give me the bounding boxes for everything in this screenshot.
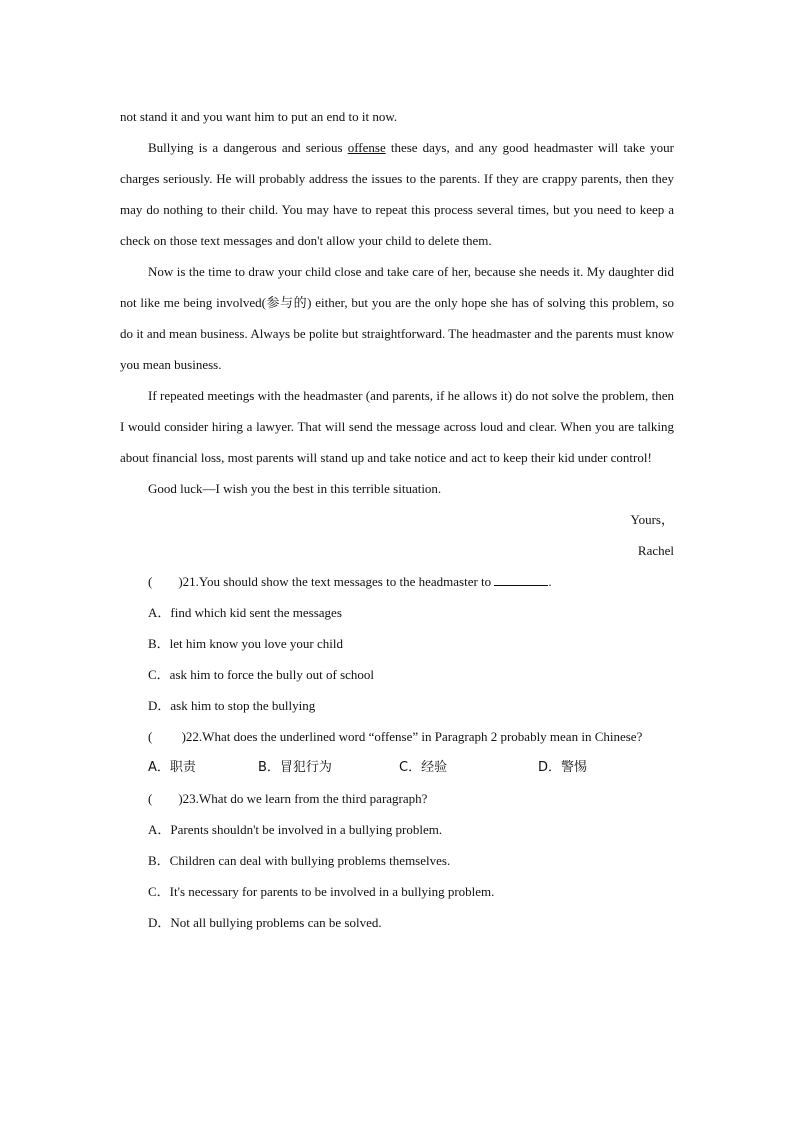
underlined-word-offense: offense bbox=[347, 140, 386, 155]
paragraph-2 bbox=[120, 132, 674, 256]
paragraph-4: If repeated meetings with the headmaster (and parents, if he allows it) do not solve the problem, then I would consider hiring a lawyer. That will send the message across loud and clear. When you are talking about financial loss, most parents will stand up and take notice and act to keep their kid under control! bbox=[120, 388, 674, 465]
passage-line-continued: not stand it and you want him to put an end to it now. bbox=[120, 109, 398, 124]
option-22-d: D．警惕 bbox=[538, 760, 588, 775]
option-22-a: A．职责 bbox=[148, 760, 196, 775]
question-23 bbox=[120, 783, 674, 814]
option-22-c: C．经验 bbox=[399, 760, 448, 775]
answer-paren-21[interactable]: ( ) bbox=[148, 574, 183, 589]
answer-paren-23[interactable]: ( ) bbox=[148, 791, 183, 806]
answer-blank-21 bbox=[494, 573, 548, 586]
closing: Yours， bbox=[630, 512, 674, 527]
question-21-end: . bbox=[548, 574, 552, 589]
question-22 bbox=[120, 721, 674, 752]
question-21 bbox=[120, 566, 674, 597]
document-content bbox=[120, 101, 674, 938]
option-23-b: B．Children can deal with bullying problems themselves. bbox=[148, 853, 451, 868]
option-22-b: B．冒犯行为 bbox=[258, 760, 332, 775]
paragraph-5: Good luck—I wish you the best in this terrible situation. bbox=[148, 481, 442, 496]
question-21-stem: 21.You should show the text messages to the headmaster to bbox=[182, 574, 495, 589]
option-23-a: A．Parents shouldn't be involved in a bullying problem. bbox=[148, 822, 443, 837]
question-22-options bbox=[120, 752, 674, 783]
signature: Rachel bbox=[637, 543, 674, 558]
paragraph-2-start: Bullying is a dangerous and serious bbox=[148, 140, 348, 155]
paragraph-3: Now is the time to draw your child close and take care of her, because she needs it. My daughter did not like me being involved(参与的) either, but you are the only hope she has of solving this problem, so do it and mean business. Always be polite but straightforward. The headmaster and the parents must know you mean business. bbox=[120, 264, 674, 372]
option-23-d: D．Not all bullying problems can be solved. bbox=[148, 915, 382, 930]
answer-paren-22[interactable]: ( ) bbox=[148, 729, 186, 744]
question-22-stem: 22.What does the underlined word “offense” in Paragraph 2 probably mean in Chinese? bbox=[185, 729, 643, 744]
paragraph-2-rest: these days, and any good headmaster will take your charges seriously. He will probably address the issues to the parents. If they are crappy parents, then they may do nothing to their child. You may have to repeat this process several times, but you need to keep a check on those text messages and don't allow your child to delete them. bbox=[120, 140, 674, 248]
question-23-stem: 23.What do we learn from the third paragraph? bbox=[182, 791, 428, 806]
option-21-b: B．let him know you love your child bbox=[148, 636, 343, 651]
option-21-c: C．ask him to force the bully out of school bbox=[148, 667, 375, 682]
option-21-d: D．ask him to stop the bullying bbox=[148, 698, 316, 713]
option-21-a: A．find which kid sent the messages bbox=[148, 605, 342, 620]
option-23-c: C．It's necessary for parents to be involved in a bullying problem. bbox=[148, 884, 495, 899]
